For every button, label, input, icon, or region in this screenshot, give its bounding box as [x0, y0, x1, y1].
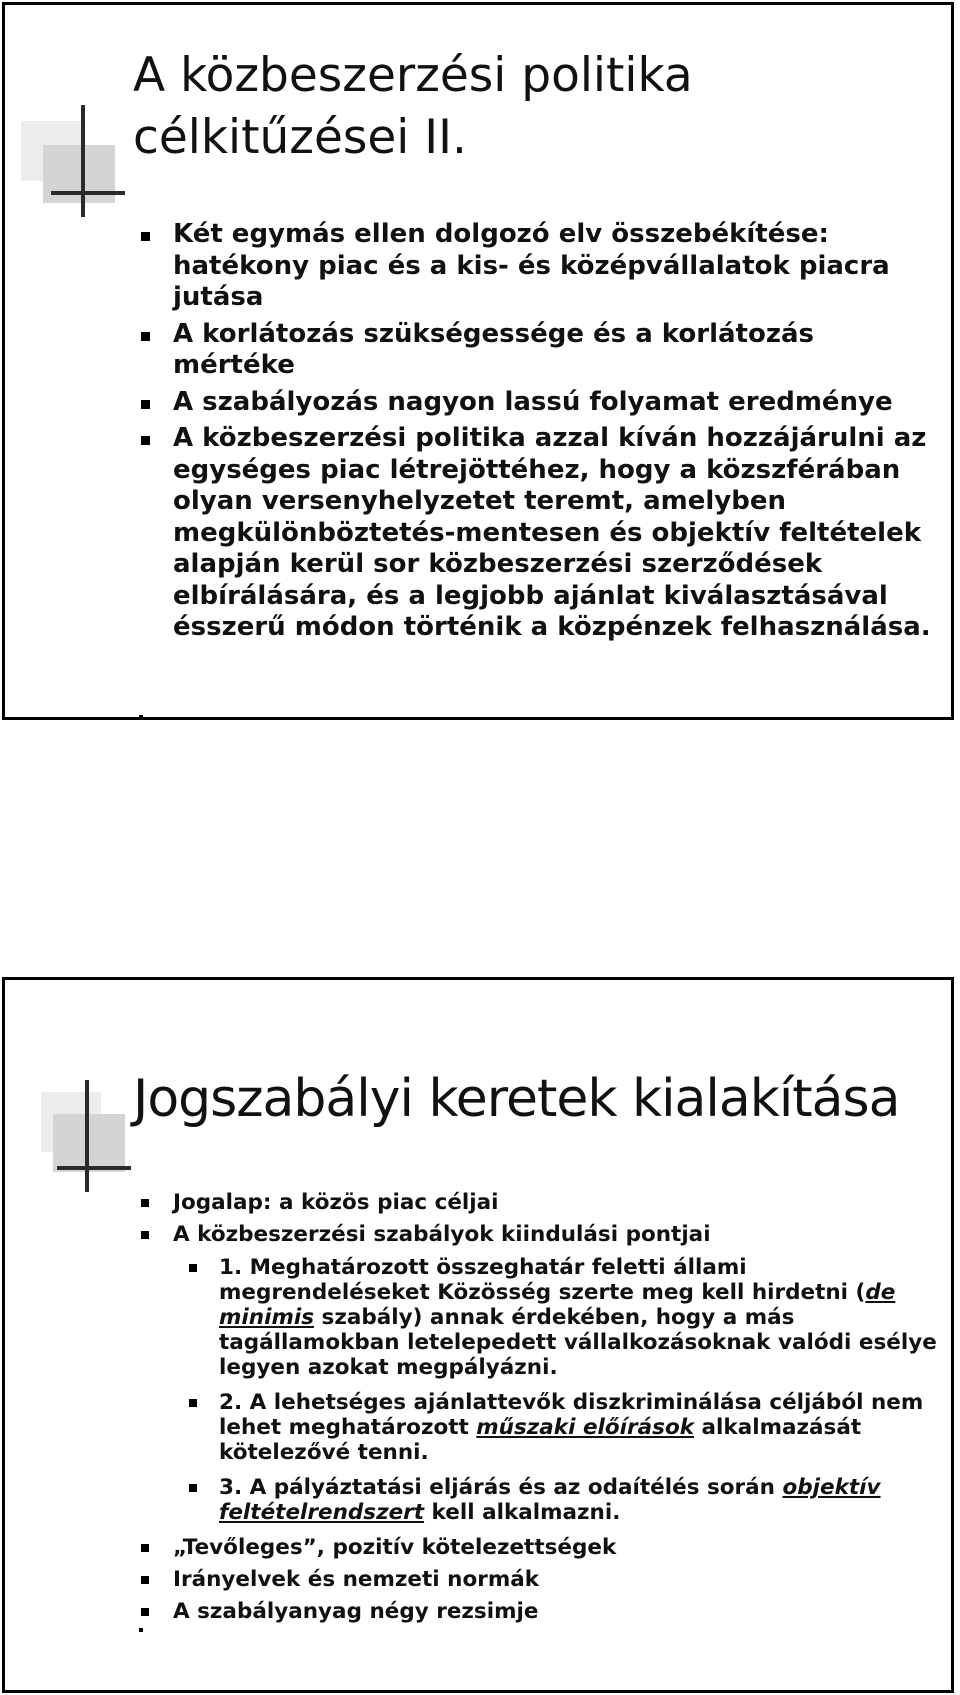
sub-list-item: 3. A pályáztatási eljárás és az odaítélés során objektív feltételrendszert kell alkalmazni. [219, 1475, 943, 1525]
slide-title [133, 45, 693, 169]
list-item: Jogalap: a közös piac céljai [173, 1190, 943, 1215]
square-bullet-icon [141, 1576, 149, 1584]
list-item: A közbeszerzési szabályok kiindulási pontjai 1. Meghatározott összeghatár feletti állami megrendeléseket Közösség szerte meg kell hirdetni (de minimis szabály) annak érdekében, hogy a más tagállamokban letelepedett vállalkozásoknak valódi esélye legyen azokat megpályázni. 2. A lehetséges ajánlattevők diszkriminálása céljából nem lehet meghatározott műszaki előírások alkalmazását kötelezővé tenni. 3. A pályáztatási eljárás és az odaítélés során objektív feltételrendszert kell alkalmazni. [173, 1222, 943, 1525]
list-item: Irányelvek és nemzeti normák [173, 1567, 943, 1592]
list-item: A közbeszerzési politika azzal kíván hozzájárulni az egységes piac létrejöttéhez, hogy a közszférában olyan versenyhelyzetet teremt, amelyben megkülönböztetés-mentesen és objektív feltételek alapján kerül sor közbeszerzési szerződések elbírálására, és a legjobb ajánlat kiválasztásával ésszerű módon történik a közpénzek felhasználása. [173, 423, 933, 644]
square-bullet-icon [189, 1484, 197, 1492]
list-item: A szabályozás nagyon lassú folyamat eredménye [173, 387, 933, 419]
list-item: A szabályanyag négy rezsimje [173, 1599, 943, 1624]
square-bullet-icon [141, 232, 150, 241]
square-bullet-icon [141, 1544, 149, 1552]
title-line-1: A közbeszerzési politika [133, 48, 693, 103]
square-bullet-icon [141, 400, 150, 409]
slide-1 [2, 2, 954, 720]
sub-list-item: 1. Meghatározott összeghatár feletti állami megrendeléseket Közösség szerte meg kell hirdetni (de minimis szabály) annak érdekében, hogy a más tagállamokban letelepedett vállalkozásoknak valódi esélye legyen azokat megpályázni. [219, 1255, 943, 1380]
sub-list [219, 1255, 943, 1525]
title-line-2: célkitűzései II. [133, 110, 467, 165]
slide-2 [2, 977, 954, 1693]
list-item: A korlátozás szükségessége és a korlátozás mértéke [173, 319, 933, 382]
slide-decoration [35, 1080, 145, 1190]
bullet-list [173, 219, 933, 649]
slide-decoration [15, 105, 125, 215]
square-bullet-icon [141, 436, 150, 445]
list-item: „Tevőleges”, pozitív kötelezettségek [173, 1535, 943, 1560]
empty-bullet-marker [139, 715, 143, 719]
sub-list-item: 2. A lehetséges ajánlattevők diszkriminálása céljából nem lehet meghatározott műszaki előírások alkalmazását kötelezővé tenni. [219, 1390, 943, 1465]
square-bullet-icon [189, 1264, 197, 1272]
square-bullet-icon [141, 1608, 149, 1616]
square-bullet-icon [189, 1399, 197, 1407]
slide-title: Jogszabályi keretek kialakítása [133, 1069, 900, 1129]
bullet-list [173, 1190, 943, 1631]
square-bullet-icon [141, 1199, 149, 1207]
square-bullet-icon [141, 332, 150, 341]
square-bullet-icon [141, 1231, 149, 1239]
list-item: Két egymás ellen dolgozó elv összebékítése: hatékony piac és a kis- és középvállalatok piacra jutása [173, 219, 933, 314]
empty-bullet-marker [139, 1628, 143, 1632]
